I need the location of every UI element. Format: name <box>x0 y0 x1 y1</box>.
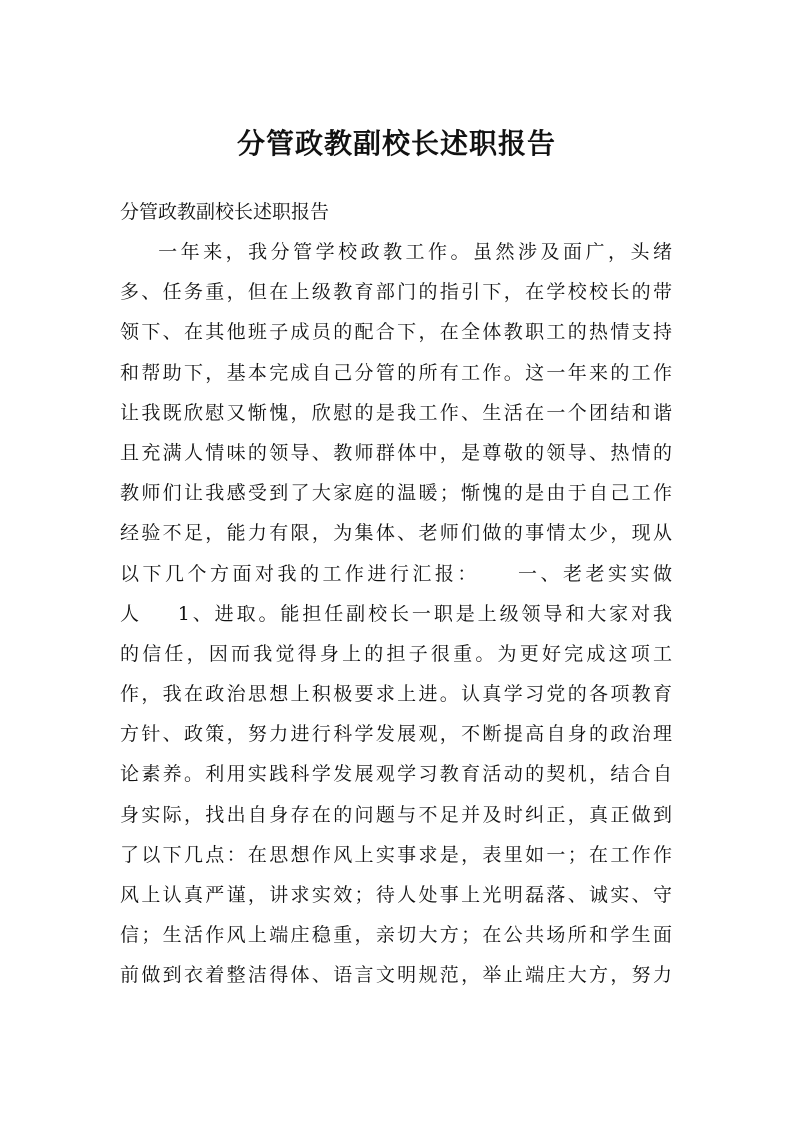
body-line: 人 1、进取。能担任副校长一职是上级领导和大家对我 <box>120 602 672 625</box>
body-line: 身实际，找出自身存在的问题与不足并及时纠正，真正做到 <box>120 803 672 826</box>
body-line: 的信任，因而我觉得身上的担子很重。为更好完成这项工 <box>120 642 672 665</box>
body-line: 作，我在政治思想上积极要求上进。认真学习党的各项教育 <box>120 683 672 706</box>
body-line: 以下几个方面对我的工作进行汇报： 一、老老实实做 <box>120 562 672 585</box>
body-line: 前做到衣着整洁得体、语言文明规范，举止端庄大方，努力 <box>120 964 672 987</box>
document-title: 分管政教副校长述职报告 <box>236 127 556 160</box>
body-line: 一年来，我分管学校政教工作。虽然涉及面广，头绪 <box>120 241 672 263</box>
body-line: 和帮助下，基本完成自己分管的所有工作。这一年来的工作 <box>120 361 672 384</box>
body-line: 方针、政策，努力进行科学发展观，不断提高自身的政治理 <box>120 723 672 746</box>
body-line: 教师们让我感受到了大家庭的温暖；惭愧的是由于自己工作 <box>120 482 672 505</box>
body-line: 经验不足，能力有限，为集体、老师们做的事情太少，现从 <box>120 522 672 545</box>
body-line: 且充满人情味的领导、教师群体中，是尊敬的领导、热情的 <box>120 441 672 464</box>
body-line: 风上认真严谨，讲求实效；待人处事上光明磊落、诚实、守 <box>120 884 672 906</box>
document-body <box>120 232 672 996</box>
body-line: 领下、在其他班子成员的配合下，在全体教职工的热情支持 <box>120 321 672 344</box>
body-line: 论素养。利用实践科学发展观学习教育活动的契机，结合自 <box>120 763 672 786</box>
body-line: 了以下几点：在思想作风上实事求是，表里如一；在工作作 <box>120 843 672 866</box>
document-subtitle: 分管政教副校长述职报告 <box>120 201 330 223</box>
body-line: 信；生活作风上端庄稳重，亲切大方；在公共场所和学生面 <box>120 924 672 947</box>
body-line: 让我既欣慰又惭愧，欣慰的是我工作、生活在一个团结和谐 <box>120 401 672 424</box>
body-line: 多、任务重，但在上级教育部门的指引下，在学校校长的带 <box>120 281 672 304</box>
